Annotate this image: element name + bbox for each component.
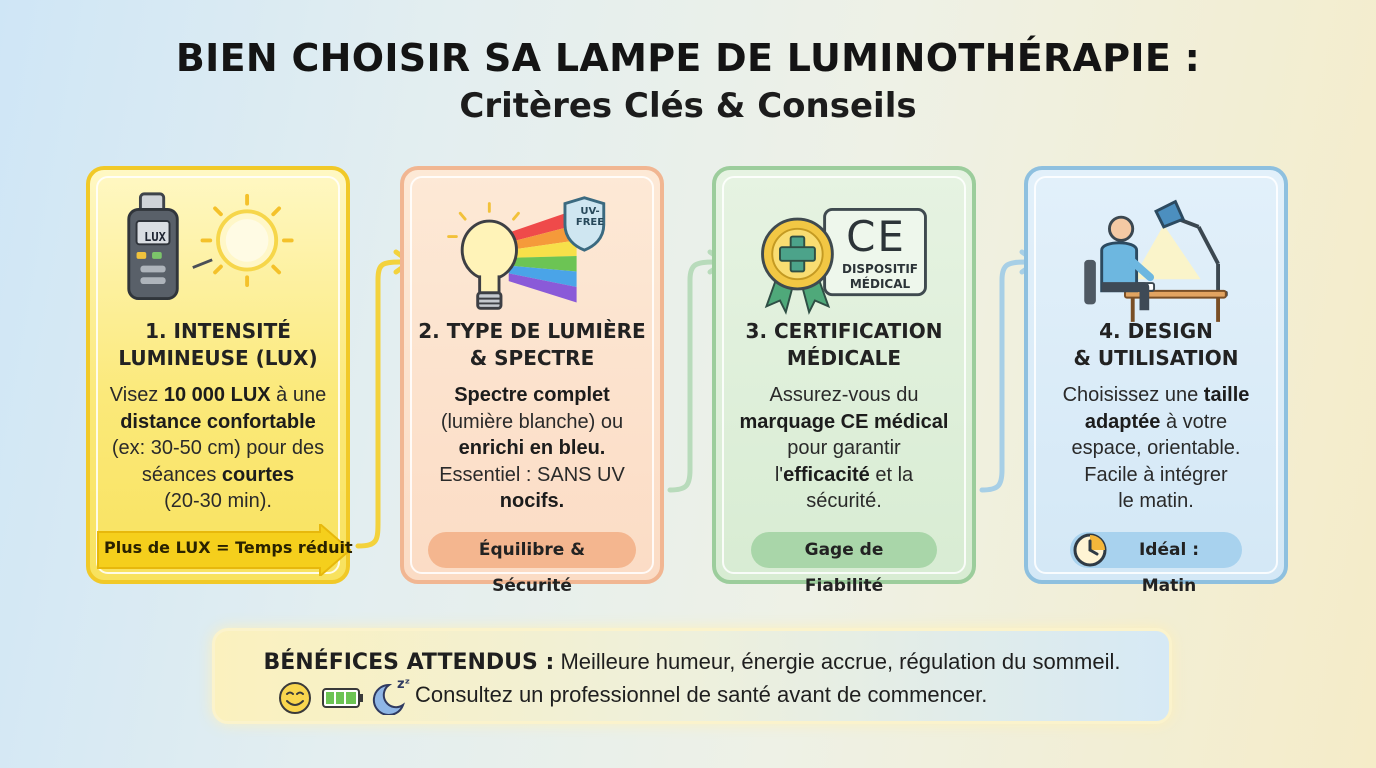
- card-title: 3. CERTIFICATION MÉDICALE: [745, 319, 943, 370]
- tip-badge: Plus de LUX = Temps réduit: [94, 524, 352, 576]
- ce-caption: DISPOSITIF MÉDICAL: [841, 262, 919, 291]
- card-title: 2. TYPE DE LUMIÈRE & SPECTRE: [418, 319, 646, 370]
- page-subtitle: Critères Clés & Conseils: [459, 86, 917, 126]
- person-desk-lamp-icon: [1028, 184, 1284, 324]
- card-intensity: [86, 166, 353, 584]
- ce-mark: CE: [846, 212, 906, 261]
- card-light-type: [400, 166, 664, 596]
- card-certification: [712, 166, 976, 596]
- card-body: Spectre complet (lumière blanche) ou enrichi en bleu. Essentiel : SANS UV nocifs.: [439, 384, 625, 512]
- lightbulb-spectrum-icon: [404, 184, 660, 324]
- sleep-z: zᶻ: [397, 677, 410, 692]
- smile-icon: [280, 683, 310, 713]
- card-design: [1024, 166, 1288, 596]
- card-body: Choisissez une taille adaptée à votre espace, orientable. Facile à intégrer le matin.: [1062, 384, 1250, 512]
- uv-free-badge: UV- FREE: [575, 206, 605, 228]
- tip-badge: Idéal : Matin: [1070, 532, 1242, 568]
- battery-icon: [323, 689, 363, 707]
- lux-meter-and-sun-icon: [90, 184, 346, 324]
- advice-line: Consultez un professionnel de santé avant de commencer.: [415, 682, 988, 707]
- card-body: Visez 10 000 LUX à une distance confortable (ex: 30-50 cm) pour des séances courtes (20-30 min).: [109, 384, 327, 512]
- benefits-box: [212, 628, 1172, 724]
- card-title: 1. INTENSITÉ LUMINEUSE (LUX): [118, 319, 318, 370]
- tip-badge: Équilibre & Sécurité: [428, 532, 636, 568]
- clock-icon: [1072, 532, 1108, 568]
- benefits-icons: [277, 681, 407, 715]
- lux-label: LUX: [144, 230, 166, 244]
- benefits-line: BÉNÉFICES ATTENDUS : Meilleure humeur, énergie accrue, régulation du sommeil.: [263, 649, 1121, 675]
- page-title: BIEN CHOISIR SA LAMPE DE LUMINOTHÉRAPIE :: [175, 36, 1201, 80]
- card-body: Assurez-vous du marquage CE médical pour garantir l'efficacité et la sécurité.: [739, 384, 949, 512]
- tip-badge: Gage de Fiabilité: [751, 532, 937, 568]
- card-title: 4. DESIGN & UTILISATION: [1073, 319, 1239, 370]
